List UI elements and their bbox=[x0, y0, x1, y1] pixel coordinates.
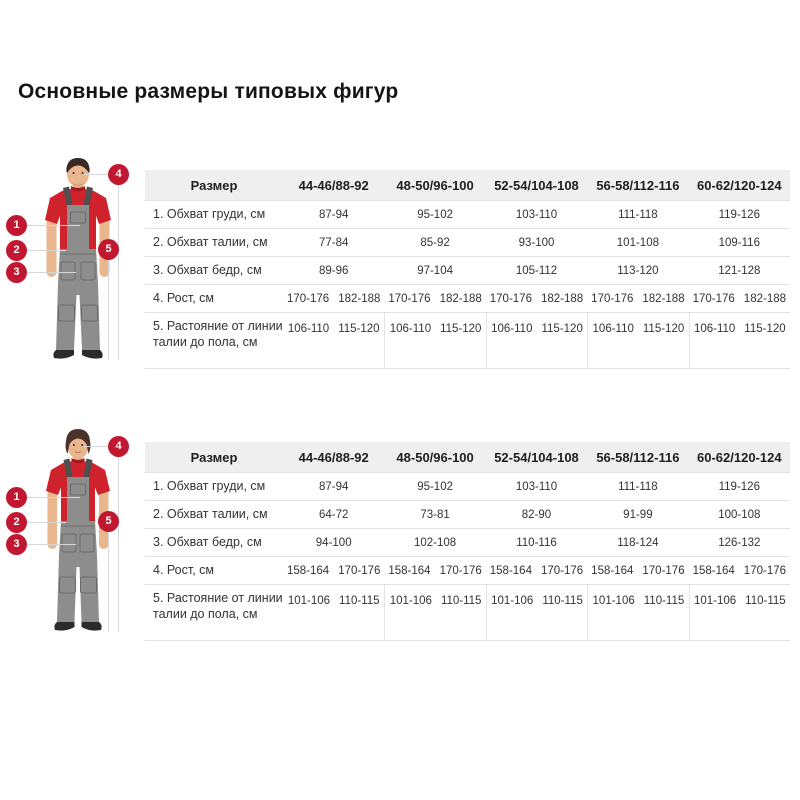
size-column-header: 44-46/88-92 bbox=[298, 177, 369, 193]
value-cell bbox=[587, 293, 688, 305]
table-row bbox=[145, 472, 790, 500]
row-label: 1. Обхват груди, см bbox=[153, 206, 266, 221]
size-value: 89-96 bbox=[318, 264, 349, 277]
value-cell bbox=[689, 293, 790, 305]
size-corner-header: Размер bbox=[190, 449, 238, 465]
size-value: 95-102 bbox=[417, 480, 453, 493]
measure-line-3 bbox=[26, 272, 76, 273]
size-value: 170-176 bbox=[642, 564, 685, 577]
man-in-overalls-illustration bbox=[18, 157, 138, 363]
size-value: 102-108 bbox=[413, 536, 457, 549]
value-cell bbox=[283, 537, 384, 549]
measure-line-2 bbox=[26, 250, 66, 251]
table-header-row bbox=[145, 170, 790, 200]
size-value: 170-176 bbox=[338, 564, 381, 577]
measure-badge-4: 4 bbox=[108, 436, 129, 457]
size-value: 115-120 bbox=[642, 323, 685, 335]
table-row bbox=[145, 200, 790, 228]
value-cell bbox=[486, 585, 587, 640]
size-value: 73-81 bbox=[420, 508, 450, 521]
size-value: 87-94 bbox=[318, 480, 349, 493]
measure-badge-5: 5 bbox=[98, 239, 119, 260]
value-cell bbox=[283, 265, 384, 277]
value-cell bbox=[384, 209, 485, 221]
size-value: 110-115 bbox=[745, 595, 786, 607]
value-cell bbox=[486, 265, 587, 277]
size-column-header: 48-50/96-100 bbox=[396, 177, 474, 193]
size-corner-header: Размер bbox=[190, 177, 238, 193]
size-column-header: 60-62/120-124 bbox=[697, 177, 782, 193]
value-cell bbox=[384, 565, 485, 577]
size-value: 91-99 bbox=[623, 508, 653, 521]
measure-line-4 bbox=[84, 174, 110, 175]
size-value: 115-120 bbox=[338, 323, 380, 335]
value-cell bbox=[689, 313, 790, 368]
measure-badge-2: 2 bbox=[6, 240, 27, 261]
size-value: 170-176 bbox=[591, 292, 634, 305]
size-value: 110-116 bbox=[516, 536, 557, 549]
size-value: 110-115 bbox=[542, 595, 583, 607]
table-row bbox=[145, 528, 790, 556]
row-label: 2. Обхват талии, см bbox=[153, 234, 268, 249]
measure-line-4-vertical bbox=[118, 184, 119, 360]
value-cell bbox=[689, 481, 790, 493]
value-cell bbox=[689, 209, 790, 221]
size-value: 115-120 bbox=[440, 323, 482, 335]
size-value: 110-115 bbox=[339, 595, 380, 607]
value-cell bbox=[587, 537, 688, 549]
value-cell bbox=[283, 293, 384, 305]
size-value: 87-94 bbox=[318, 208, 349, 221]
table-row bbox=[145, 500, 790, 528]
measure-line-2 bbox=[26, 522, 66, 523]
page-title: Основные размеры типовых фигур bbox=[18, 80, 399, 104]
measure-badge-1: 1 bbox=[6, 487, 27, 508]
figure-illustration-woman bbox=[0, 427, 145, 639]
size-value: 182-188 bbox=[540, 292, 584, 305]
size-value: 95-102 bbox=[417, 208, 453, 221]
value-cell bbox=[486, 209, 587, 221]
value-cell bbox=[587, 565, 688, 577]
size-value: 106-110 bbox=[693, 323, 736, 335]
size-value: 158-164 bbox=[591, 564, 634, 577]
size-column-header: 44-46/88-92 bbox=[298, 449, 369, 465]
row-label: 5. Растояние от линии талии до пола, см bbox=[153, 591, 283, 621]
table-row bbox=[145, 256, 790, 284]
measure-line-4-vertical bbox=[118, 456, 119, 632]
value-cell bbox=[283, 209, 384, 221]
value-cell bbox=[283, 565, 384, 577]
size-value: 103-110 bbox=[515, 480, 558, 493]
value-cell bbox=[384, 265, 485, 277]
value-cell bbox=[486, 509, 587, 521]
table-row bbox=[145, 312, 790, 368]
value-cell bbox=[689, 265, 790, 277]
measure-line-3 bbox=[26, 544, 76, 545]
size-value: 158-164 bbox=[388, 564, 431, 577]
size-value: 158-164 bbox=[489, 564, 532, 577]
measure-line-4 bbox=[84, 446, 110, 447]
size-value: 106-110 bbox=[592, 323, 634, 335]
row-label: 3. Обхват бедр, см bbox=[153, 534, 262, 549]
measure-badge-1: 1 bbox=[6, 215, 27, 236]
size-value: 93-100 bbox=[518, 236, 555, 249]
size-column-header: 52-54/104-108 bbox=[494, 449, 579, 465]
size-value: 170-176 bbox=[439, 564, 482, 577]
size-value: 170-176 bbox=[743, 564, 787, 577]
value-cell bbox=[587, 509, 688, 521]
size-value: 101-106 bbox=[693, 595, 737, 607]
size-value: 170-176 bbox=[286, 292, 330, 305]
size-value: 182-188 bbox=[338, 292, 381, 305]
size-value: 111-118 bbox=[618, 480, 658, 493]
table-row bbox=[145, 584, 790, 640]
measure-badge-4: 4 bbox=[108, 164, 129, 185]
woman-in-overalls-illustration bbox=[18, 429, 138, 635]
size-value: 111-118 bbox=[618, 208, 658, 221]
size-value: 110-115 bbox=[440, 595, 482, 607]
row-label: 4. Рост, см bbox=[153, 290, 215, 305]
value-cell bbox=[689, 585, 790, 640]
value-cell bbox=[283, 313, 384, 368]
measure-line-1 bbox=[26, 225, 80, 226]
size-value: 170-176 bbox=[540, 564, 584, 577]
value-cell bbox=[689, 537, 790, 549]
size-value: 106-110 bbox=[389, 323, 432, 335]
value-cell bbox=[486, 313, 587, 368]
measure-line-1 bbox=[26, 497, 80, 498]
size-value: 115-120 bbox=[541, 323, 583, 335]
row-label: 2. Обхват талии, см bbox=[153, 506, 268, 521]
size-section-women bbox=[0, 427, 800, 639]
value-cell bbox=[283, 237, 384, 249]
size-value: 182-188 bbox=[743, 292, 787, 305]
size-value: 101-106 bbox=[491, 595, 534, 607]
size-value: 119-126 bbox=[718, 208, 760, 221]
value-cell bbox=[587, 313, 688, 368]
size-value: 118-124 bbox=[617, 536, 659, 549]
value-cell bbox=[384, 537, 485, 549]
size-value: 101-106 bbox=[287, 595, 331, 607]
size-value: 170-176 bbox=[388, 292, 431, 305]
size-table-women bbox=[145, 442, 790, 641]
size-column-header: 52-54/104-108 bbox=[494, 177, 579, 193]
size-value: 105-112 bbox=[515, 264, 558, 277]
value-cell bbox=[283, 585, 384, 640]
size-value: 115-120 bbox=[744, 323, 786, 335]
value-cell bbox=[384, 509, 485, 521]
size-value: 106-110 bbox=[491, 323, 533, 335]
value-cell bbox=[689, 509, 790, 521]
row-label: 1. Обхват груди, см bbox=[153, 478, 266, 493]
value-cell bbox=[283, 509, 384, 521]
value-cell bbox=[587, 209, 688, 221]
size-value: 103-110 bbox=[515, 208, 558, 221]
size-value: 85-92 bbox=[420, 236, 450, 249]
row-label: 4. Рост, см bbox=[153, 562, 215, 577]
measure-line-5-vertical bbox=[108, 532, 109, 632]
size-column-header: 48-50/96-100 bbox=[396, 449, 474, 465]
size-value: 101-106 bbox=[389, 595, 432, 607]
size-value: 182-188 bbox=[642, 292, 685, 305]
measure-badge-3: 3 bbox=[6, 534, 27, 555]
value-cell bbox=[384, 237, 485, 249]
value-cell bbox=[587, 481, 688, 493]
table-header-row bbox=[145, 442, 790, 472]
size-column-header: 60-62/120-124 bbox=[697, 449, 782, 465]
table-row bbox=[145, 228, 790, 256]
size-value: 121-128 bbox=[718, 264, 761, 277]
measure-badge-2: 2 bbox=[6, 512, 27, 533]
size-table-men bbox=[145, 170, 790, 369]
size-value: 101-106 bbox=[592, 595, 635, 607]
value-cell bbox=[486, 293, 587, 305]
size-column-header: 56-58/112-116 bbox=[596, 449, 680, 465]
size-value: 182-188 bbox=[439, 292, 482, 305]
value-cell bbox=[384, 293, 485, 305]
value-cell bbox=[384, 481, 485, 493]
size-value: 100-108 bbox=[718, 508, 761, 521]
size-value: 170-176 bbox=[489, 292, 532, 305]
measure-line-5-vertical bbox=[108, 260, 109, 360]
table-row bbox=[145, 556, 790, 584]
value-cell bbox=[587, 585, 688, 640]
size-value: 158-164 bbox=[692, 564, 735, 577]
value-cell bbox=[587, 265, 688, 277]
size-value: 109-116 bbox=[718, 236, 760, 249]
value-cell bbox=[283, 481, 384, 493]
value-cell bbox=[486, 565, 587, 577]
size-section-men bbox=[0, 155, 800, 367]
size-value: 110-115 bbox=[643, 595, 685, 607]
value-cell bbox=[689, 565, 790, 577]
table-row bbox=[145, 284, 790, 312]
size-value: 101-108 bbox=[616, 236, 659, 249]
row-label: 3. Обхват бедр, см bbox=[153, 262, 262, 277]
value-cell bbox=[689, 237, 790, 249]
size-value: 82-90 bbox=[521, 508, 552, 521]
value-cell bbox=[384, 313, 485, 368]
size-column-header: 56-58/112-116 bbox=[596, 177, 680, 193]
size-value: 97-104 bbox=[417, 264, 453, 277]
size-value: 119-126 bbox=[718, 480, 760, 493]
value-cell bbox=[486, 481, 587, 493]
value-cell bbox=[384, 585, 485, 640]
value-cell bbox=[486, 237, 587, 249]
measure-badge-3: 3 bbox=[6, 262, 27, 283]
measure-badge-5: 5 bbox=[98, 511, 119, 532]
size-value: 94-100 bbox=[315, 536, 352, 549]
size-value: 106-110 bbox=[287, 323, 330, 335]
size-value: 158-164 bbox=[286, 564, 330, 577]
size-value: 113-120 bbox=[617, 264, 659, 277]
size-value: 126-132 bbox=[718, 536, 761, 549]
size-value: 64-72 bbox=[318, 508, 349, 521]
size-value: 170-176 bbox=[692, 292, 735, 305]
row-label: 5. Растояние от линии талии до пола, см bbox=[153, 319, 283, 349]
value-cell bbox=[486, 537, 587, 549]
figure-illustration-man bbox=[0, 155, 145, 367]
size-value: 77-84 bbox=[318, 236, 349, 249]
value-cell bbox=[587, 237, 688, 249]
